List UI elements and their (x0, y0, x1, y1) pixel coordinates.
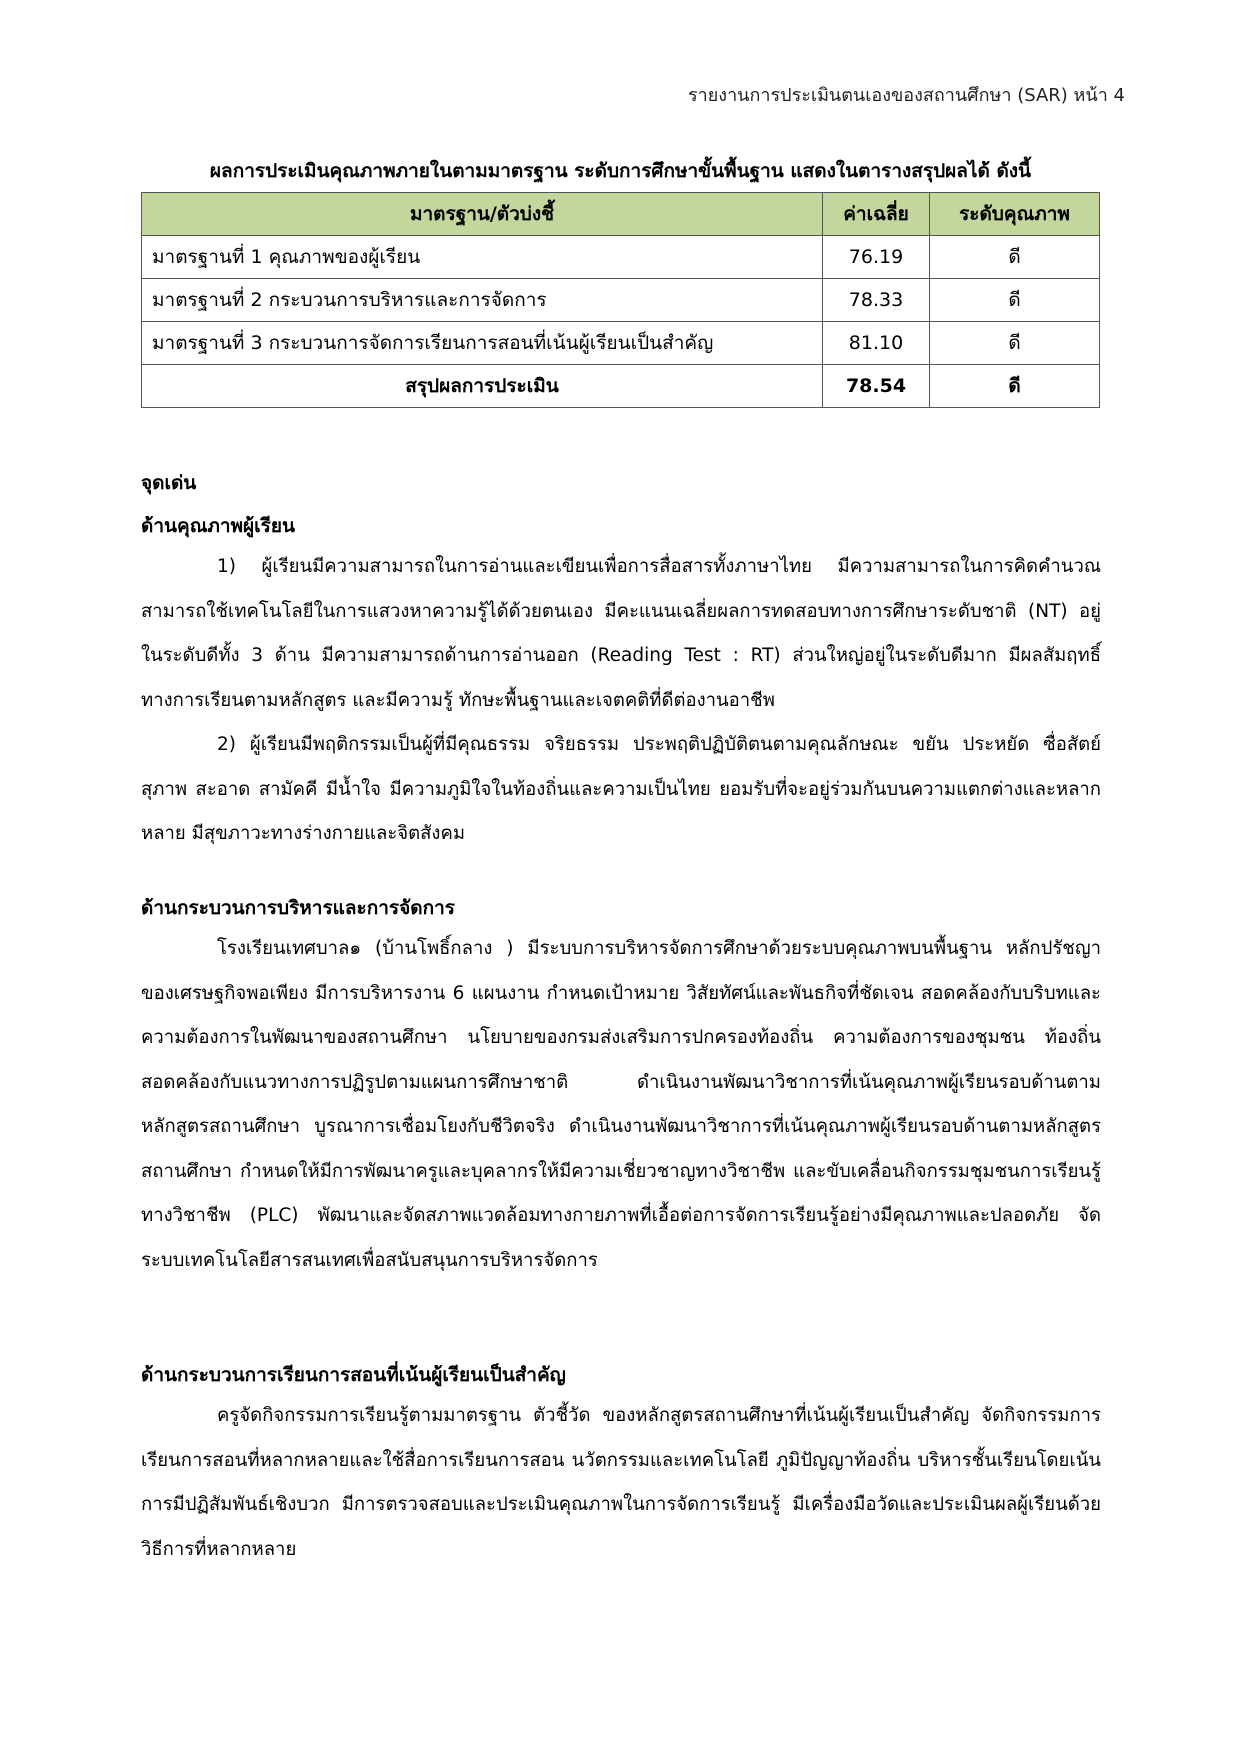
level-cell: ดี (930, 279, 1100, 322)
average-cell: 81.10 (823, 322, 930, 365)
page-header: รายงานการประเมินตนเองของสถานศึกษา (SAR) หน้า 4 (687, 85, 1125, 106)
total-level-cell: ดี (930, 365, 1100, 408)
teaching-paragraph: ครูจัดกิจกรรมการเรียนรู้ตามมาตรฐาน ตัวชี้วัด ของหลักสูตรสถานศึกษาที่เน้นผู้เรียนเป็นสำคัญ จัดกิจกรรมการเรียนการสอนที่หลากหลายและใช้สื่อการเรียนการสอน นวัตกรรมและเทคโนโลยี ภูมิปัญญาท้องถิ่น บริหารชั้นเรียนโดยเน้นการมีปฏิสัมพันธ์เชิงบวก มีการตรวจสอบและประเมินคุณภาพในการจัดการเรียนรู้ มีเครื่องมือวัดและประเมินผลผู้เรียนด้วยวิธีการที่หลากหลาย (141, 1405, 1101, 1560)
table-row (142, 236, 1100, 279)
column-header-standard: มาตรฐาน/ตัวบ่งชี้ (142, 193, 823, 236)
table-row (142, 322, 1100, 365)
level-cell: ดี (930, 236, 1100, 279)
table-row (142, 279, 1100, 322)
average-cell: 76.19 (823, 236, 930, 279)
table-total-row (142, 365, 1100, 408)
management-paragraph: โรงเรียนเทศบาล๑ (บ้านโพธิ์กลาง ) มีระบบการบริหารจัดการศึกษาด้วยระบบคุณภาพบนพื้นฐาน หลักปรัชญาของเศรษฐกิจพอเพียง มีการบริหารงาน 6 แผนงาน กำหนดเป้าหมาย วิสัยทัศน์และพันธกิจที่ชัดเจน สอดคล้องกับบริบทและความต้องการในพัฒนาของสถานศึกษา นโยบายของกรมส่งเสริมการปกครองท้องถิ่น ความต้องการของชุมชน ท้องถิ่น สอดคล้องกับแนวทางการปฏิรูปตามแผนการศึกษาชาติ ดำเนินงานพัฒนาวิชาการที่เน้นคุณภาพผู้เรียนรอบด้านตามหลักสูตรสถานศึกษา บูรณาการเชื่อมโยงกับชีวิตจริง ดำเนินงานพัฒนาวิชาการที่เน้นคุณภาพผู้เรียนรอบด้านตามหลักสูตรสถานศึกษา กำหนดให้มีการพัฒนาครูและบุคลากรให้มีความเชี่ยวชาญทางวิชาชีพ และขับเคลื่อนกิจกรรมชุมชนการเรียนรู้ทางวิชาชีพ (PLC) พัฒนาและจัดสภาพแวดล้อมทางกายภาพที่เอื้อต่อการจัดการเรียนรู้อย่างมีคุณภาพและปลอดภัย จัดระบบเทคโนโลยีสารสนเทศเพื่อสนับสนุนการบริหารจัดการ (141, 938, 1101, 1271)
standard-cell: มาตรฐานที่ 1 คุณภาพของผู้เรียน (142, 236, 823, 279)
standard-cell: มาตรฐานที่ 3 กระบวนการจัดการเรียนการสอนที่เน้นผู้เรียนเป็นสำคัญ (142, 322, 823, 365)
total-average-cell: 78.54 (823, 365, 930, 408)
teaching-heading: ด้านกระบวนการเรียนการสอนที่เน้นผู้เรียนเป็นสำคัญ (141, 1364, 566, 1386)
management-heading: ด้านกระบวนการบริหารและการจัดการ (141, 897, 455, 919)
highlights-title: จุดเด่น (141, 472, 197, 494)
table-caption: ผลการประเมินคุณภาพภายในตามมาตรฐาน ระดับการศึกษาขั้นพื้นฐาน แสดงในตารางสรุปผลได้ ดังนี้ (209, 160, 1032, 182)
level-cell: ดี (930, 322, 1100, 365)
total-label-cell: สรุปผลการประเมิน (142, 365, 823, 408)
average-cell: 78.33 (823, 279, 930, 322)
column-header-average: ค่าเฉลี่ย (823, 193, 930, 236)
quality-summary-table (141, 192, 1100, 408)
table-header-row (142, 193, 1100, 236)
learner-quality-paragraph-2: 2) ผู้เรียนมีพฤติกรรมเป็นผู้ที่มีคุณธรรม จริยธรรม ประพฤติปฏิบัติตนตามคุณลักษณะ ขยัน ประหยัด ซื่อสัตย์ สุภาพ สะอาด สามัคคี มีน้ำใจ มีความภูมิใจในท้องถิ่นและความเป็นไทย ยอมรับที่จะอยู่ร่วมกันบนความแตกต่างและหลากหลาย มีสุขภาวะทางร่างกายและจิตสังคม (141, 734, 1101, 844)
column-header-level: ระดับคุณภาพ (930, 193, 1100, 236)
learner-quality-paragraph-1: 1) ผู้เรียนมีความสามารถในการอ่านและเขียนเพื่อการสื่อสารทั้งภาษาไทย มีความสามารถในการคิดคำนวณ สามารถใช้เทคโนโลยีในการแสวงหาความรู้ได้ด้วยตนเอง มีคะแนนเฉลี่ยผลการทดสอบทางการศึกษาระดับชาติ (NT) อยู่ในระดับดีทั้ง 3 ด้าน มีความสามารถด้านการอ่านออก (Reading Test : RT) ส่วนใหญ่อยู่ในระดับดีมาก มีผลสัมฤทธิ์ทางการเรียนตามหลักสูตร และมีความรู้ ทักษะพื้นฐานและเจตคติที่ดีต่องานอาชีพ (141, 556, 1101, 711)
standard-cell: มาตรฐานที่ 2 กระบวนการบริหารและการจัดการ (142, 279, 823, 322)
learner-quality-heading: ด้านคุณภาพผู้เรียน (141, 515, 296, 537)
